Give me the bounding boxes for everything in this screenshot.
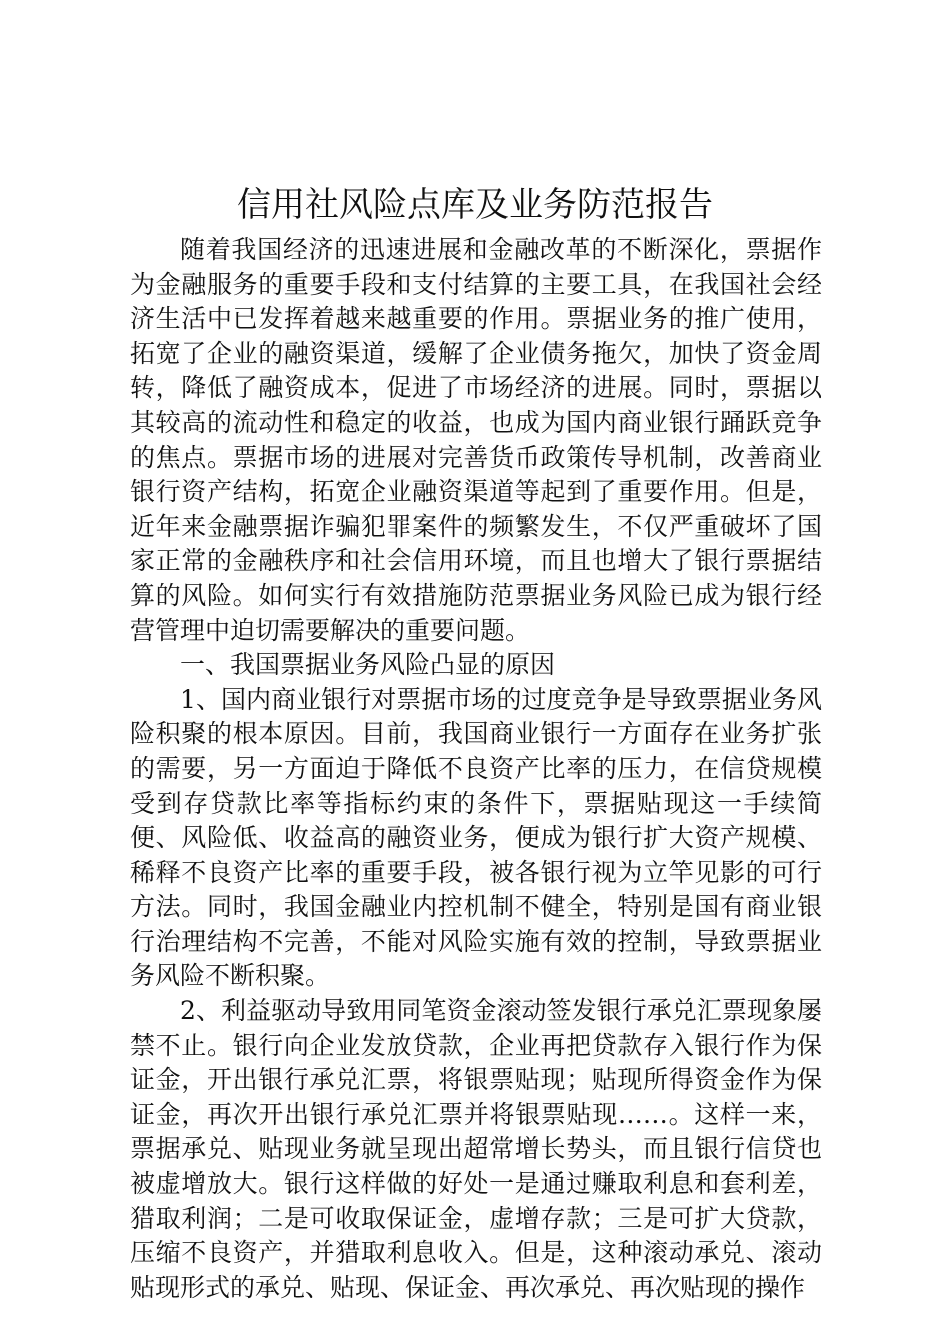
paragraph-reason-2: 2、利益驱动导致用同笔资金滚动签发银行承兑汇票现象屡禁不止。银行向企业发放贷款，企业再把贷款存入银行作为保证金，开出银行承兑汇票，将银票贴现；贴现所得资金作为保证金，再次开出银行承兑汇票并将银票贴现……。这样一来，票据承兑、贴现业务就呈现出超常增长势头，而且银行信贷也被虚增放大。银行这样做的好处一是通过赚取利息和套利差，猎取利润；二是可收取保证金，虚增存款；三是可扩大贷款，压缩不良资产，并猎取利息收入。但是，这种滚动承兑、滚动贴现形式的承兑、贴现、保证金、再次承兑、再次贴现的操作 <box>130 996 822 1302</box>
document-body <box>130 233 822 1305</box>
document-title: 信用社风险点库及业务防范报告 <box>237 185 713 225</box>
paragraph-intro: 随着我国经济的迅速进展和金融改革的不断深化，票据作为金融服务的重要手段和支付结算的主要工具，在我国社会经济生活中已发挥着越来越重要的作用。票据业务的推广使用，拓宽了企业的融资渠道，缓解了企业债务拖欠，加快了资金周转，降低了融资成本，促进了市场经济的进展。同时，票据以其较高的流动性和稳定的收益，也成为国内商业银行踊跃竞争的焦点。票据市场的进展对完善货币政策传导机制，改善商业银行资产结构，拓宽企业融资渠道等起到了重要作用。但是，近年来金融票据诈骗犯罪案件的频繁发生，不仅严重破坏了国家正常的金融秩序和社会信用环境，而且也增大了银行票据结算的风险。如何实行有效措施防范票据业务风险已成为银行经营管理中迫切需要解决的重要问题。 <box>130 235 822 645</box>
section-heading: 一、我国票据业务风险凸显的原因 <box>180 650 556 680</box>
paragraph-reason-1: 1、国内商业银行对票据市场的过度竞争是导致票据业务风险积聚的根本原因。目前，我国商业银行一方面存在业务扩张的需要，另一方面迫于降低不良资产比率的压力，在信贷规模受到存贷款比率等指标约束的条件下，票据贴现这一手续简便、风险低、收益高的融资业务，便成为银行扩大资产规模、稀释不良资产比率的重要手段，被各银行视为立竿见影的可行方法。同时，我国金融业内控机制不健全，特别是国有商业银行治理结构不完善，不能对风险实施有效的控制，导致票据业务风险不断积聚。 <box>130 684 822 991</box>
